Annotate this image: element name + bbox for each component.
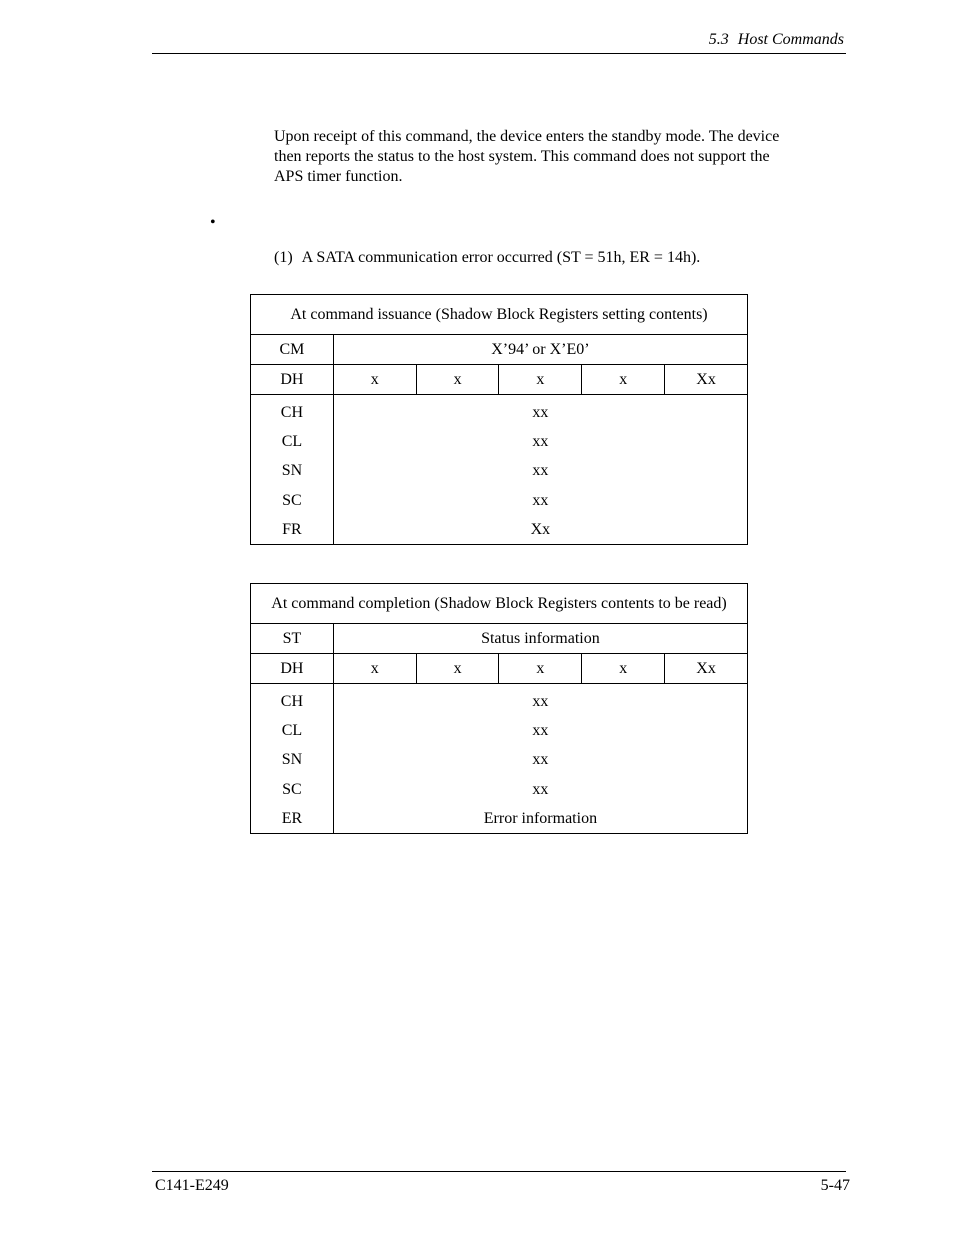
table-row [251,684,748,834]
register-value: xx [532,780,549,798]
cm-value: X’94’ or X’E0’ [333,335,747,365]
register-label: CH [280,404,304,421]
intro-line-1: Upon receipt of this command, the device enters the standby mode. The device [274,128,780,145]
error-case-number: (1) [274,249,293,266]
table-row [251,395,748,545]
register-value: xx [532,462,549,480]
bullet-marker: • [210,214,216,231]
register-label: FR [282,520,302,538]
header-section-number: 5.3 [708,31,729,48]
register-value: Error information [483,809,598,827]
error-case-text: A SATA communication error occurred (ST = 51h, ER = 14h). [301,249,701,266]
register-label: SC [282,491,302,509]
register-label: SN [281,751,303,769]
header-rule [152,53,846,54]
register-values [333,395,747,545]
st-value: Status information [333,624,747,654]
dh-bit: x [582,654,665,684]
register-value: xx [532,491,549,509]
register-labels [251,684,334,834]
intro-paragraph [274,127,834,187]
dh-bit: x [499,654,582,684]
register-value: xx [532,693,549,710]
dh-label: DH [251,654,334,684]
register-label: SC [282,780,302,798]
table-row [251,365,748,395]
st-label: ST [251,624,334,654]
dh-bit: x [499,365,582,395]
dh-bit: x [582,365,665,395]
table-row [251,624,748,654]
dh-value: Xx [665,365,748,395]
register-labels [251,395,334,545]
dh-bit: x [333,654,416,684]
register-values [333,684,747,834]
dh-value: Xx [665,654,748,684]
intro-line-3: APS timer function. [274,168,403,185]
footer-rule [152,1171,846,1172]
register-label: CH [280,693,304,710]
footer-doc-id: C141-E249 [155,1177,229,1194]
register-label: CL [281,433,303,451]
register-label: ER [281,809,303,827]
cm-label: CM [251,335,334,365]
register-value: xx [532,751,549,769]
error-case-heading [274,249,700,267]
completion-register-table [250,583,748,834]
register-label: CL [281,722,303,740]
dh-bit: x [416,365,499,395]
table-row [251,335,748,365]
dh-bit: x [333,365,416,395]
register-value: Xx [530,520,551,538]
footer-page-number: 5-47 [820,1177,850,1194]
issuance-register-table [250,294,748,545]
header-section-title: Host Commands [737,31,844,48]
register-value: xx [532,722,549,740]
completion-table-title: At command completion (Shadow Block Registers contents to be read) [251,584,748,624]
issuance-table-title: At command issuance (Shadow Block Registers setting contents) [251,295,748,335]
dh-label: DH [251,365,334,395]
register-label: SN [281,462,303,480]
register-value: xx [532,433,549,451]
table-row [251,654,748,684]
dh-bit: x [416,654,499,684]
intro-line-2: then reports the status to the host system. This command does not support the [274,148,770,165]
running-header [709,31,844,49]
register-value: xx [532,404,549,421]
